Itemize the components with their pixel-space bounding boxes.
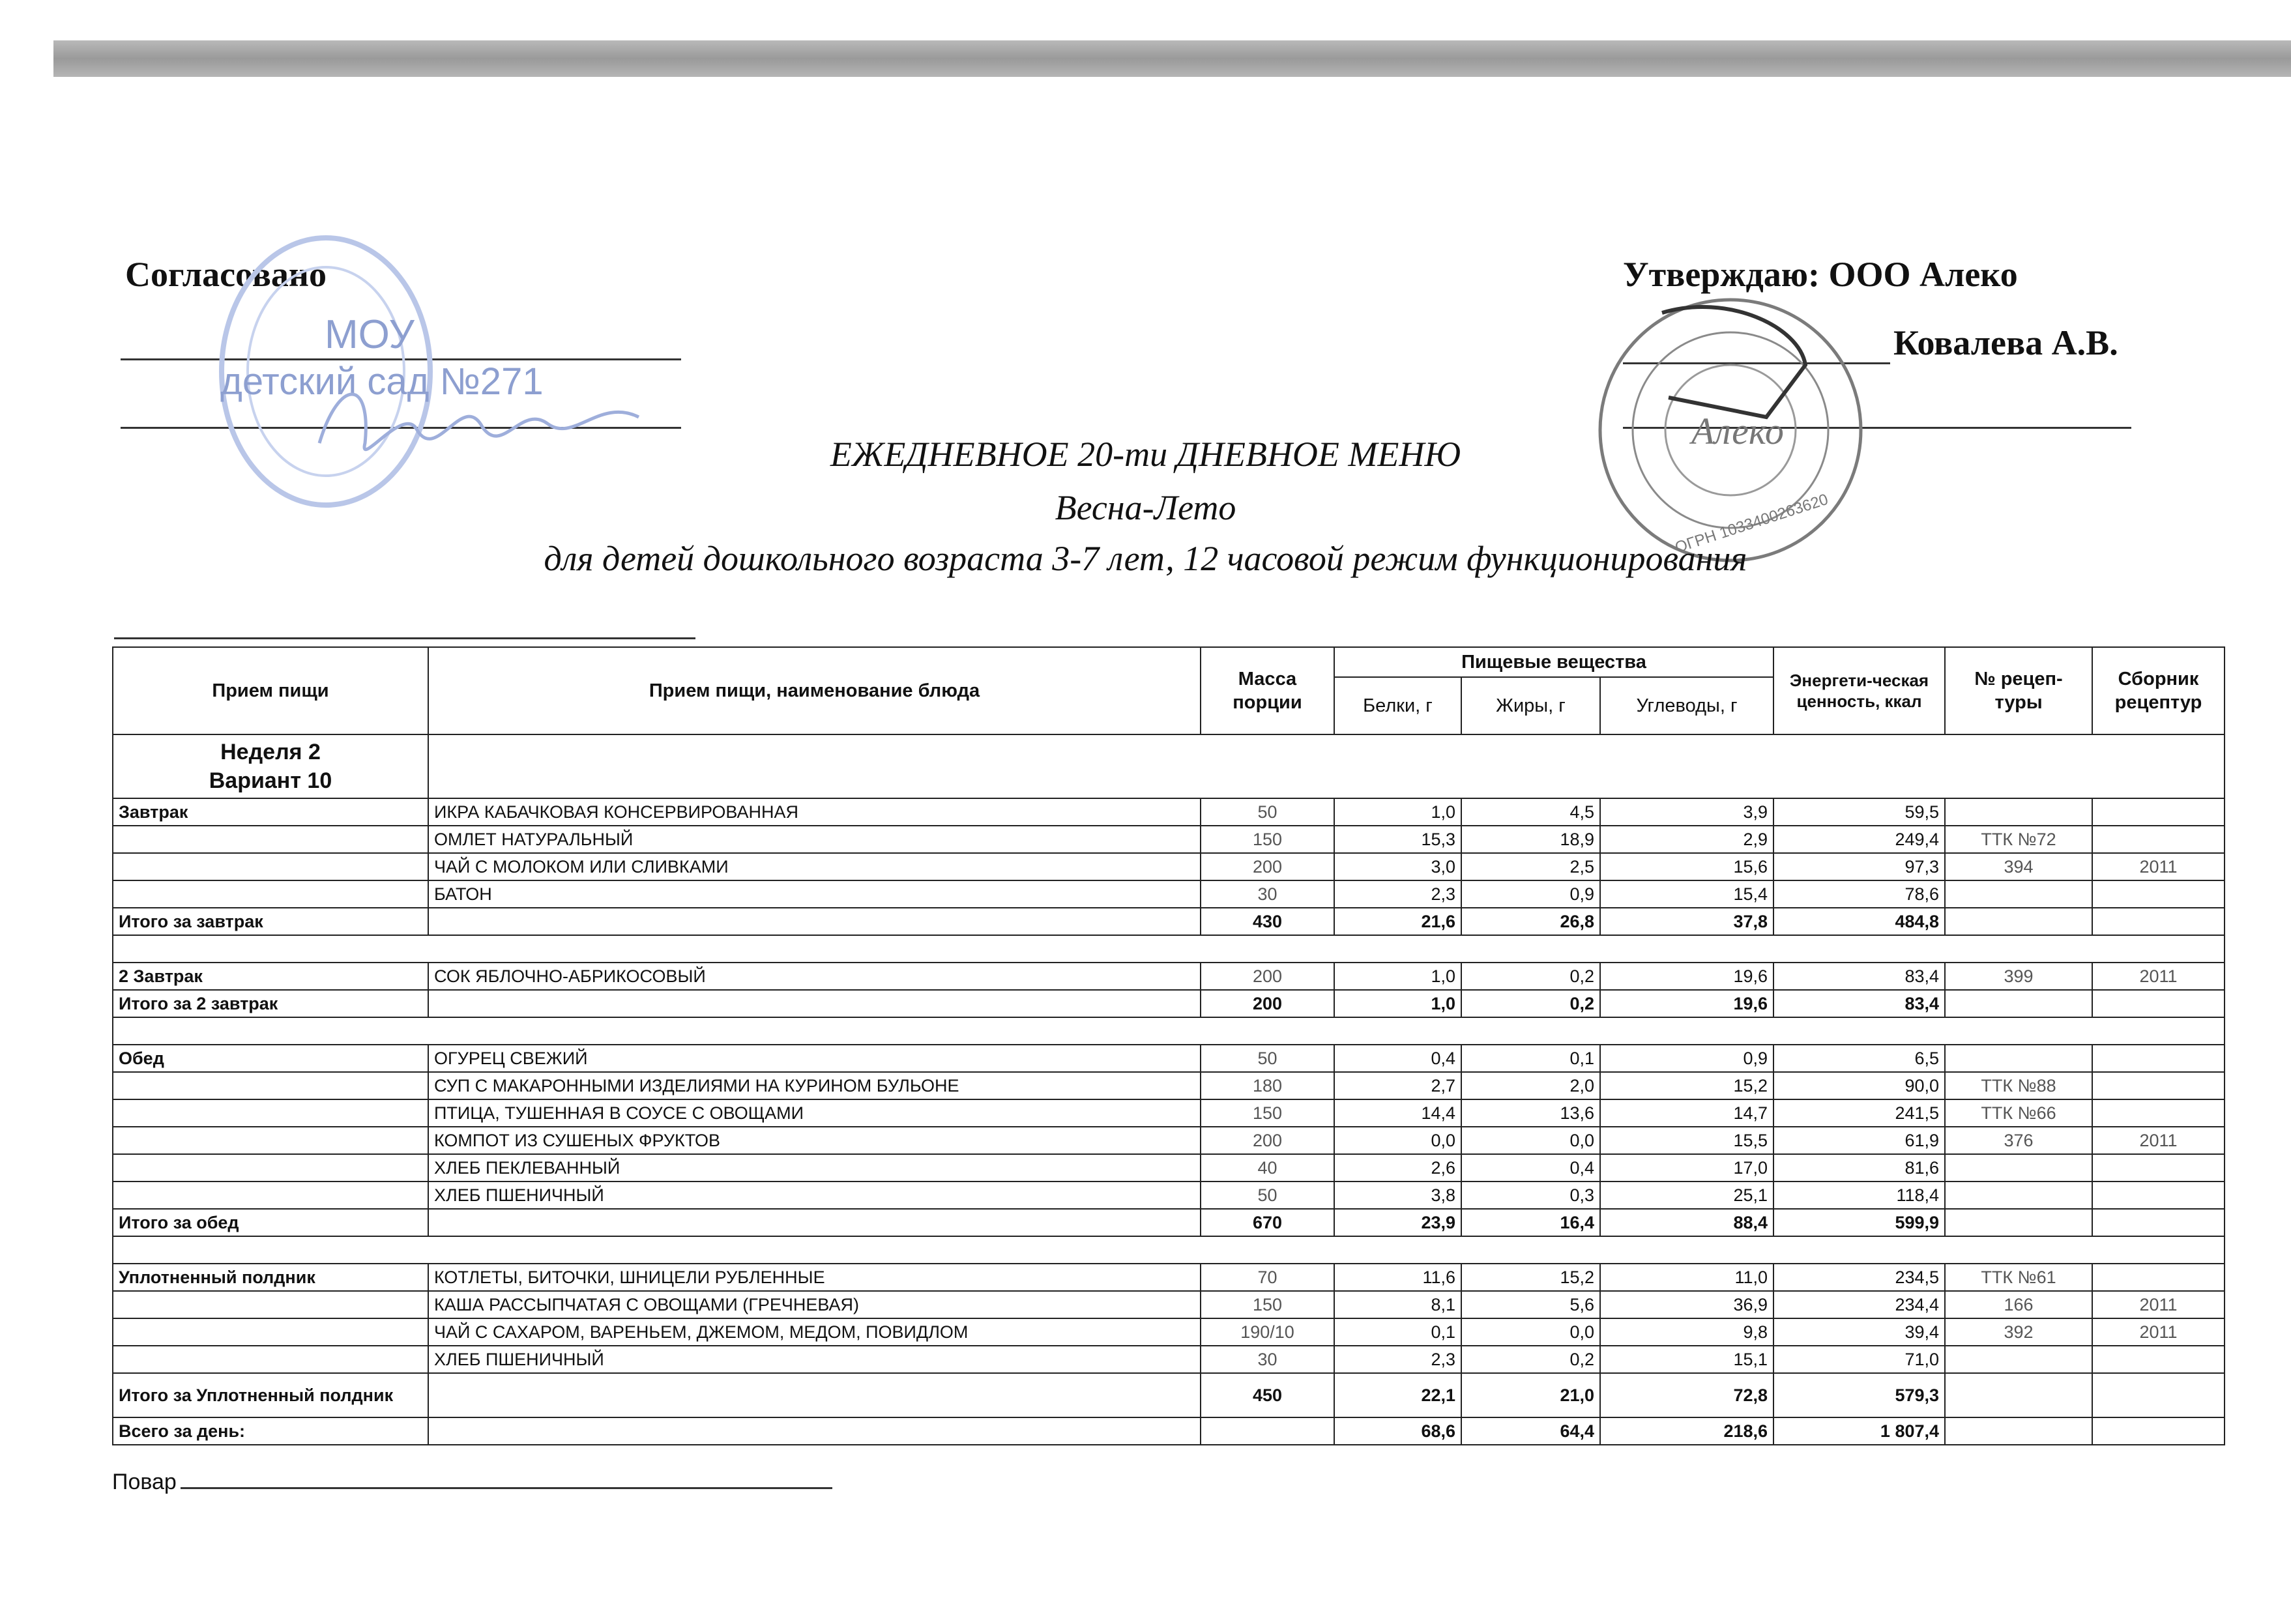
dish-mass: 150 <box>1201 1291 1334 1318</box>
menu-season: Весна-Лето <box>1055 488 1236 527</box>
approved-stamp-sig: Алеко <box>1691 410 1784 452</box>
total-carbs: 72,8 <box>1600 1373 1773 1417</box>
total-protein: 22,1 <box>1334 1373 1461 1417</box>
meal-empty <box>113 1127 428 1154</box>
dish-fat: 0,4 <box>1461 1154 1600 1182</box>
dish-name: КАША РАССЫПЧАТАЯ С ОВОЩАМИ (ГРЕЧНЕВАЯ) <box>428 1291 1201 1318</box>
dish-name: БАТОН <box>428 880 1201 908</box>
dish-name: СОК ЯБЛОЧНО-АБРИКОСОВЫЙ <box>428 963 1201 990</box>
dish-fat: 5,6 <box>1461 1291 1600 1318</box>
dish-fat: 0,3 <box>1461 1182 1600 1209</box>
total-fat: 0,2 <box>1461 990 1600 1017</box>
dish-collection: 2011 <box>2092 1318 2225 1346</box>
dish-protein: 2,7 <box>1334 1072 1461 1099</box>
dish-name: ЧАЙ С САХАРОМ, ВАРЕНЬЕМ, ДЖЕМОМ, МЕДОМ, ПОВИДЛОМ <box>428 1318 1201 1346</box>
approved-label: Утверждаю: ООО Алеко <box>1623 255 2018 294</box>
agreed-label: Согласовано <box>125 255 327 294</box>
total-row <box>113 990 2225 1017</box>
dish-mass: 200 <box>1201 1127 1334 1154</box>
dish-recipe-no: 392 <box>1945 1318 2092 1346</box>
dish-recipe-no: 394 <box>1945 853 2092 880</box>
scan-top-band <box>53 40 2291 77</box>
dish-collection: 2011 <box>2092 963 2225 990</box>
dish-energy: 81,6 <box>1773 1154 1945 1182</box>
dish-recipe-no: 399 <box>1945 963 2092 990</box>
dish-fat: 4,5 <box>1461 798 1600 826</box>
table-row <box>113 826 2225 853</box>
meal-empty <box>113 1318 428 1346</box>
table-row <box>113 1291 2225 1318</box>
dish-name: СУП С МАКАРОННЫМИ ИЗДЕЛИЯМИ НА КУРИНОМ БУЛЬОНЕ <box>428 1072 1201 1099</box>
dish-protein: 3,8 <box>1334 1182 1461 1209</box>
table-header-row <box>113 647 2225 677</box>
dish-carbs: 15,6 <box>1600 853 1773 880</box>
menu-title: ЕЖЕДНЕВНОЕ 20-ти ДНЕВНОЕ МЕНЮ <box>830 435 1461 474</box>
col-carbs: Углеводы, г <box>1600 677 1773 734</box>
title-underline <box>114 637 695 639</box>
table-row <box>113 1182 2225 1209</box>
dish-recipe-no <box>1945 1045 2092 1072</box>
dish-collection: 2011 <box>2092 853 2225 880</box>
dish-carbs: 9,8 <box>1600 1318 1773 1346</box>
dish-fat: 0,9 <box>1461 880 1600 908</box>
dish-carbs: 15,2 <box>1600 1072 1773 1099</box>
dish-recipe-no: 376 <box>1945 1127 2092 1154</box>
dish-carbs: 17,0 <box>1600 1154 1773 1182</box>
dish-energy: 83,4 <box>1773 963 1945 990</box>
col-dish: Прием пищи, наименование блюда <box>428 647 1201 734</box>
dish-name: ЧАЙ С МОЛОКОМ ИЛИ СЛИВКАМИ <box>428 853 1201 880</box>
total-recipe-empty <box>1945 990 2092 1017</box>
week-cell <box>113 734 428 798</box>
day-total-dish-empty <box>428 1417 1201 1445</box>
dish-protein: 3,0 <box>1334 853 1461 880</box>
table-row <box>113 1099 2225 1127</box>
dish-mass: 50 <box>1201 1182 1334 1209</box>
total-label: Итого за обед <box>113 1209 428 1236</box>
total-dish-empty <box>428 1209 1201 1236</box>
dish-mass: 70 <box>1201 1264 1334 1291</box>
dish-mass: 180 <box>1201 1072 1334 1099</box>
total-protein: 23,9 <box>1334 1209 1461 1236</box>
total-fat: 16,4 <box>1461 1209 1600 1236</box>
dish-carbs: 3,9 <box>1600 798 1773 826</box>
dish-fat: 0,0 <box>1461 1127 1600 1154</box>
total-carbs: 37,8 <box>1600 908 1773 935</box>
col-collection: Сборник рецептур <box>2092 647 2225 734</box>
total-label: Итого за Уплотненный полдник <box>113 1373 428 1417</box>
meal-label: 2 Завтрак <box>113 963 428 990</box>
dish-protein: 8,1 <box>1334 1291 1461 1318</box>
dish-recipe-no <box>1945 1182 2092 1209</box>
dish-protein: 0,0 <box>1334 1127 1461 1154</box>
total-collection-empty <box>2092 908 2225 935</box>
day-total-fat: 64,4 <box>1461 1417 1600 1445</box>
dish-collection <box>2092 798 2225 826</box>
total-collection-empty <box>2092 1373 2225 1417</box>
table-row <box>113 1154 2225 1182</box>
dish-carbs: 36,9 <box>1600 1291 1773 1318</box>
meal-empty <box>113 1346 428 1373</box>
table-row <box>113 1127 2225 1154</box>
spacer-cell <box>113 935 2225 963</box>
day-total-row <box>113 1417 2225 1445</box>
dish-protein: 1,0 <box>1334 963 1461 990</box>
dish-fat: 0,1 <box>1461 1045 1600 1072</box>
table-row <box>113 1072 2225 1099</box>
table-row <box>113 1264 2225 1291</box>
dish-protein: 2,3 <box>1334 880 1461 908</box>
dish-fat: 0,0 <box>1461 1318 1600 1346</box>
dish-collection <box>2092 1182 2225 1209</box>
dish-mass: 190/10 <box>1201 1318 1334 1346</box>
dish-recipe-no: ТТК №72 <box>1945 826 2092 853</box>
dish-collection <box>2092 880 2225 908</box>
table-row <box>113 1346 2225 1373</box>
total-label: Итого за завтрак <box>113 908 428 935</box>
spacer-cell <box>113 1017 2225 1045</box>
dish-name: ХЛЕБ ПЕКЛЕВАННЫЙ <box>428 1154 1201 1182</box>
col-protein: Белки, г <box>1334 677 1461 734</box>
total-fat: 21,0 <box>1461 1373 1600 1417</box>
meal-empty <box>113 1072 428 1099</box>
total-mass: 200 <box>1201 990 1334 1017</box>
dish-name: ИКРА КАБАЧКОВАЯ КОНСЕРВИРОВАННАЯ <box>428 798 1201 826</box>
dish-collection <box>2092 826 2225 853</box>
day-total-mass-empty <box>1201 1417 1334 1445</box>
week-empty <box>428 734 2225 798</box>
day-total-energy: 1 807,4 <box>1773 1417 1945 1445</box>
dish-collection <box>2092 1346 2225 1373</box>
table-row <box>113 963 2225 990</box>
cook-signature <box>112 1470 832 1495</box>
dish-protein: 1,0 <box>1334 798 1461 826</box>
dish-collection <box>2092 1045 2225 1072</box>
total-collection-empty <box>2092 990 2225 1017</box>
dish-name: ХЛЕБ ПШЕНИЧНЫЙ <box>428 1182 1201 1209</box>
dish-name: ПТИЦА, ТУШЕННАЯ В СОУСЕ С ОВОЩАМИ <box>428 1099 1201 1127</box>
dish-recipe-no <box>1945 1154 2092 1182</box>
meal-label: Уплотненный полдник <box>113 1264 428 1291</box>
total-dish-empty <box>428 1373 1201 1417</box>
dish-protein: 15,3 <box>1334 826 1461 853</box>
dish-energy: 234,5 <box>1773 1264 1945 1291</box>
dish-protein: 2,3 <box>1334 1346 1461 1373</box>
total-row <box>113 1373 2225 1417</box>
meal-empty <box>113 853 428 880</box>
total-carbs: 19,6 <box>1600 990 1773 1017</box>
dish-mass: 150 <box>1201 826 1334 853</box>
total-mass: 450 <box>1201 1373 1334 1417</box>
dish-energy: 78,6 <box>1773 880 1945 908</box>
total-row <box>113 1209 2225 1236</box>
meal-label: Завтрак <box>113 798 428 826</box>
approved-name: Ковалева А.В. <box>1893 323 2118 362</box>
dish-carbs: 0,9 <box>1600 1045 1773 1072</box>
dish-collection: 2011 <box>2092 1291 2225 1318</box>
dish-protein: 14,4 <box>1334 1099 1461 1127</box>
meal-empty <box>113 1099 428 1127</box>
dish-energy: 71,0 <box>1773 1346 1945 1373</box>
dish-name: ХЛЕБ ПШЕНИЧНЫЙ <box>428 1346 1201 1373</box>
total-mass: 670 <box>1201 1209 1334 1236</box>
dish-name: КОТЛЕТЫ, БИТОЧКИ, ШНИЦЕЛИ РУБЛЕННЫЕ <box>428 1264 1201 1291</box>
week-label: Неделя 2 <box>220 739 321 764</box>
dish-carbs: 19,6 <box>1600 963 1773 990</box>
total-recipe-empty <box>1945 1373 2092 1417</box>
meal-empty <box>113 1154 428 1182</box>
dish-mass: 30 <box>1201 1346 1334 1373</box>
meal-empty <box>113 1182 428 1209</box>
dish-fat: 0,2 <box>1461 963 1600 990</box>
dish-recipe-no: ТТК №88 <box>1945 1072 2092 1099</box>
agreed-stamp-org: МОУ <box>325 312 415 357</box>
dish-carbs: 14,7 <box>1600 1099 1773 1127</box>
total-energy: 83,4 <box>1773 990 1945 1017</box>
total-energy: 579,3 <box>1773 1373 1945 1417</box>
dish-recipe-no <box>1945 880 2092 908</box>
dish-carbs: 11,0 <box>1600 1264 1773 1291</box>
menu-table <box>112 646 2225 1445</box>
dish-energy: 118,4 <box>1773 1182 1945 1209</box>
dish-energy: 90,0 <box>1773 1072 1945 1099</box>
dish-collection <box>2092 1099 2225 1127</box>
total-dish-empty <box>428 908 1201 935</box>
dish-carbs: 2,9 <box>1600 826 1773 853</box>
total-dish-empty <box>428 990 1201 1017</box>
dish-collection <box>2092 1154 2225 1182</box>
dish-energy: 6,5 <box>1773 1045 1945 1072</box>
dish-energy: 241,5 <box>1773 1099 1945 1127</box>
spacer-row <box>113 1236 2225 1264</box>
dish-recipe-no <box>1945 1346 2092 1373</box>
dish-mass: 40 <box>1201 1154 1334 1182</box>
agreed-stamp-name: детский сад №271 <box>220 360 544 403</box>
dish-fat: 18,9 <box>1461 826 1600 853</box>
dish-mass: 150 <box>1201 1099 1334 1127</box>
spacer-row <box>113 935 2225 963</box>
total-label: Итого за 2 завтрак <box>113 990 428 1017</box>
total-protein: 21,6 <box>1334 908 1461 935</box>
col-energy: Энергети-ческая ценность, ккал <box>1773 647 1945 734</box>
dish-energy: 234,4 <box>1773 1291 1945 1318</box>
dish-name: КОМПОТ ИЗ СУШЕНЫХ ФРУКТОВ <box>428 1127 1201 1154</box>
total-fat: 26,8 <box>1461 908 1600 935</box>
table-row <box>113 880 2225 908</box>
dish-energy: 59,5 <box>1773 798 1945 826</box>
variant-label: Вариант 10 <box>209 768 332 793</box>
total-collection-empty <box>2092 1209 2225 1236</box>
table-row <box>113 1318 2225 1346</box>
total-energy: 484,8 <box>1773 908 1945 935</box>
dish-fat: 2,5 <box>1461 853 1600 880</box>
total-row <box>113 908 2225 935</box>
menu-subtitle: для детей дошкольного возраста 3-7 лет, 12 часовой режим функционирования <box>544 539 1747 578</box>
dish-collection <box>2092 1072 2225 1099</box>
day-total-label: Всего за день: <box>113 1417 428 1445</box>
dish-recipe-no: ТТК №66 <box>1945 1099 2092 1127</box>
dish-mass: 50 <box>1201 1045 1334 1072</box>
col-meal: Прием пищи <box>113 647 428 734</box>
spacer-cell <box>113 1236 2225 1264</box>
dish-fat: 0,2 <box>1461 1346 1600 1373</box>
dish-fat: 2,0 <box>1461 1072 1600 1099</box>
approved-stamp-ogrn: ОГРН 1033400263620 <box>1672 490 1831 557</box>
total-mass: 430 <box>1201 908 1334 935</box>
dish-carbs: 15,5 <box>1600 1127 1773 1154</box>
day-total-collection-empty <box>2092 1417 2225 1445</box>
dish-fat: 15,2 <box>1461 1264 1600 1291</box>
dish-mass: 200 <box>1201 853 1334 880</box>
dish-energy: 61,9 <box>1773 1127 1945 1154</box>
dish-collection: 2011 <box>2092 1127 2225 1154</box>
dish-recipe-no <box>1945 798 2092 826</box>
cook-line <box>181 1487 832 1489</box>
dish-mass: 50 <box>1201 798 1334 826</box>
total-recipe-empty <box>1945 1209 2092 1236</box>
dish-name: ОГУРЕЦ СВЕЖИЙ <box>428 1045 1201 1072</box>
col-fat: Жиры, г <box>1461 677 1600 734</box>
dish-protein: 0,1 <box>1334 1318 1461 1346</box>
table-row <box>113 1045 2225 1072</box>
meal-empty <box>113 826 428 853</box>
dish-carbs: 15,1 <box>1600 1346 1773 1373</box>
day-total-protein: 68,6 <box>1334 1417 1461 1445</box>
table-row <box>113 853 2225 880</box>
dish-mass: 200 <box>1201 963 1334 990</box>
dish-protein: 11,6 <box>1334 1264 1461 1291</box>
meal-empty <box>113 1291 428 1318</box>
meal-empty <box>113 880 428 908</box>
total-energy: 599,9 <box>1773 1209 1945 1236</box>
meal-label: Обед <box>113 1045 428 1072</box>
dish-collection <box>2092 1264 2225 1291</box>
dish-energy: 97,3 <box>1773 853 1945 880</box>
dish-recipe-no: 166 <box>1945 1291 2092 1318</box>
col-mass: Масса порции <box>1201 647 1334 734</box>
dish-carbs: 15,4 <box>1600 880 1773 908</box>
week-row <box>113 734 2225 798</box>
total-protein: 1,0 <box>1334 990 1461 1017</box>
dish-recipe-no: ТТК №61 <box>1945 1264 2092 1291</box>
dish-protein: 2,6 <box>1334 1154 1461 1182</box>
dish-energy: 39,4 <box>1773 1318 1945 1346</box>
cook-label: Повар <box>112 1470 177 1494</box>
dish-name: ОМЛЕТ НАТУРАЛЬНЫЙ <box>428 826 1201 853</box>
dish-fat: 13,6 <box>1461 1099 1600 1127</box>
table-row <box>113 798 2225 826</box>
day-total-recipe-empty <box>1945 1417 2092 1445</box>
dish-energy: 249,4 <box>1773 826 1945 853</box>
total-carbs: 88,4 <box>1600 1209 1773 1236</box>
total-recipe-empty <box>1945 908 2092 935</box>
day-total-carbs: 218,6 <box>1600 1417 1773 1445</box>
spacer-row <box>113 1017 2225 1045</box>
dish-protein: 0,4 <box>1334 1045 1461 1072</box>
col-nutrients: Пищевые вещества <box>1334 647 1773 677</box>
col-recipe-no: № рецеп-туры <box>1945 647 2092 734</box>
dish-carbs: 25,1 <box>1600 1182 1773 1209</box>
dish-mass: 30 <box>1201 880 1334 908</box>
